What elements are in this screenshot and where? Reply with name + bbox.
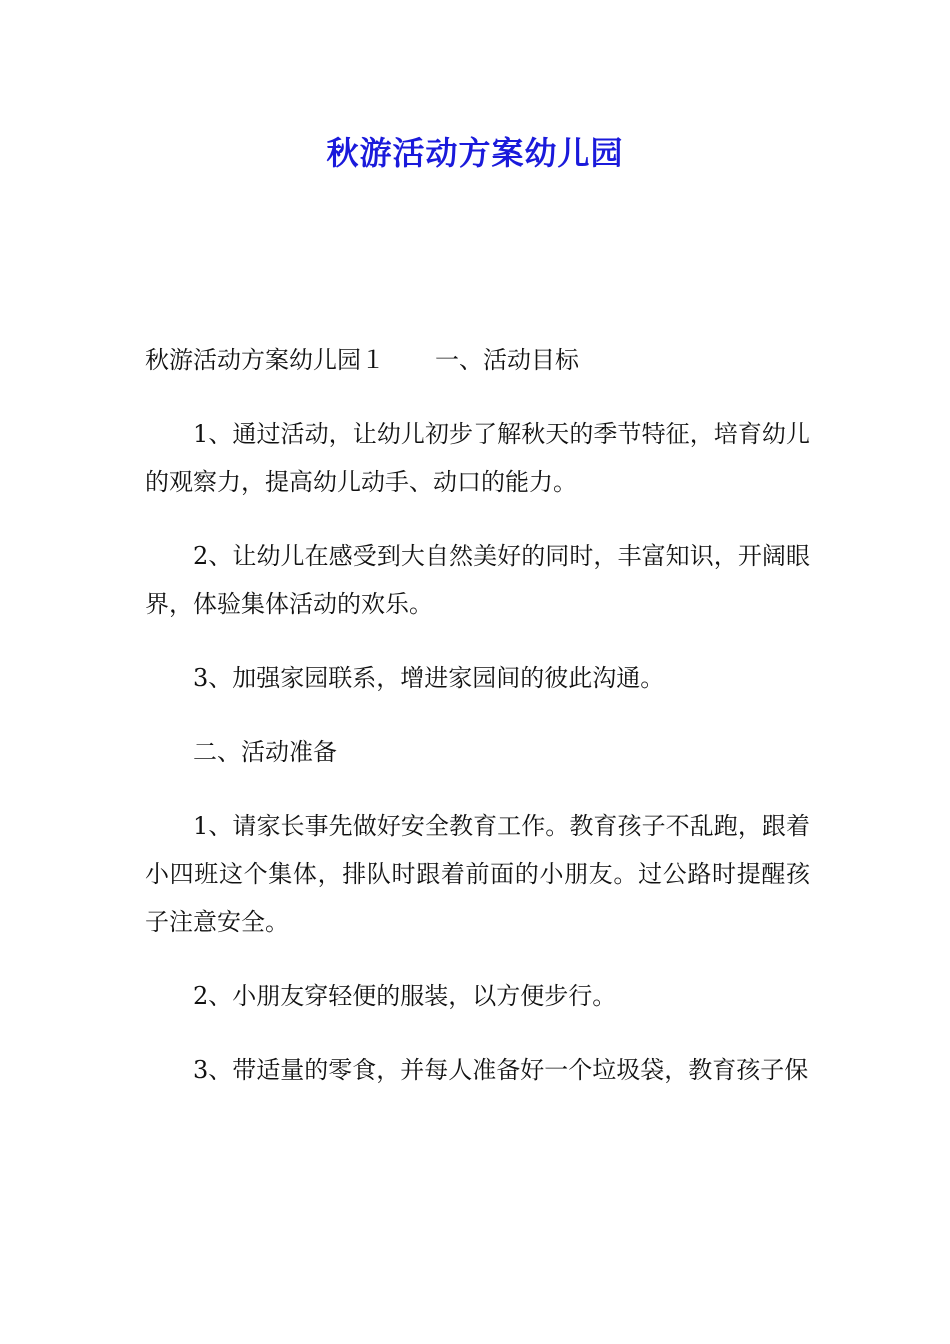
document-title: 秋游活动方案幼儿园 <box>326 134 624 172</box>
paragraph: 1、通过活动，让幼儿初步了解秋天的季节特征，培育幼儿的观察力，提高幼儿动手、动口的能力。 <box>145 420 810 496</box>
paragraph: 1、请家长事先做好安全教育工作。教育孩子不乱跑，跟着小四班这个集体，排队时跟着前面的小朋友。过公路时提醒孩子注意安全。 <box>145 812 810 936</box>
paragraph: 2、小朋友穿轻便的服装，以方便步行。 <box>193 982 617 1010</box>
document-body <box>145 336 810 1120</box>
paragraph: 3、带适量的零食，并每人准备好一个垃圾袋，教育孩子保 <box>193 1056 809 1084</box>
paragraph: 3、加强家园联系，增进家园间的彼此沟通。 <box>193 664 665 692</box>
subsection-heading: 一、活动目标 <box>435 346 579 374</box>
section-heading: 秋游活动方案幼儿园１ <box>145 346 385 374</box>
subsection-heading: 二、活动准备 <box>193 738 337 766</box>
section-heading-line <box>145 336 810 384</box>
paragraph: 2、让幼儿在感受到大自然美好的同时，丰富知识，开阔眼界，体验集体活动的欢乐。 <box>145 542 810 618</box>
